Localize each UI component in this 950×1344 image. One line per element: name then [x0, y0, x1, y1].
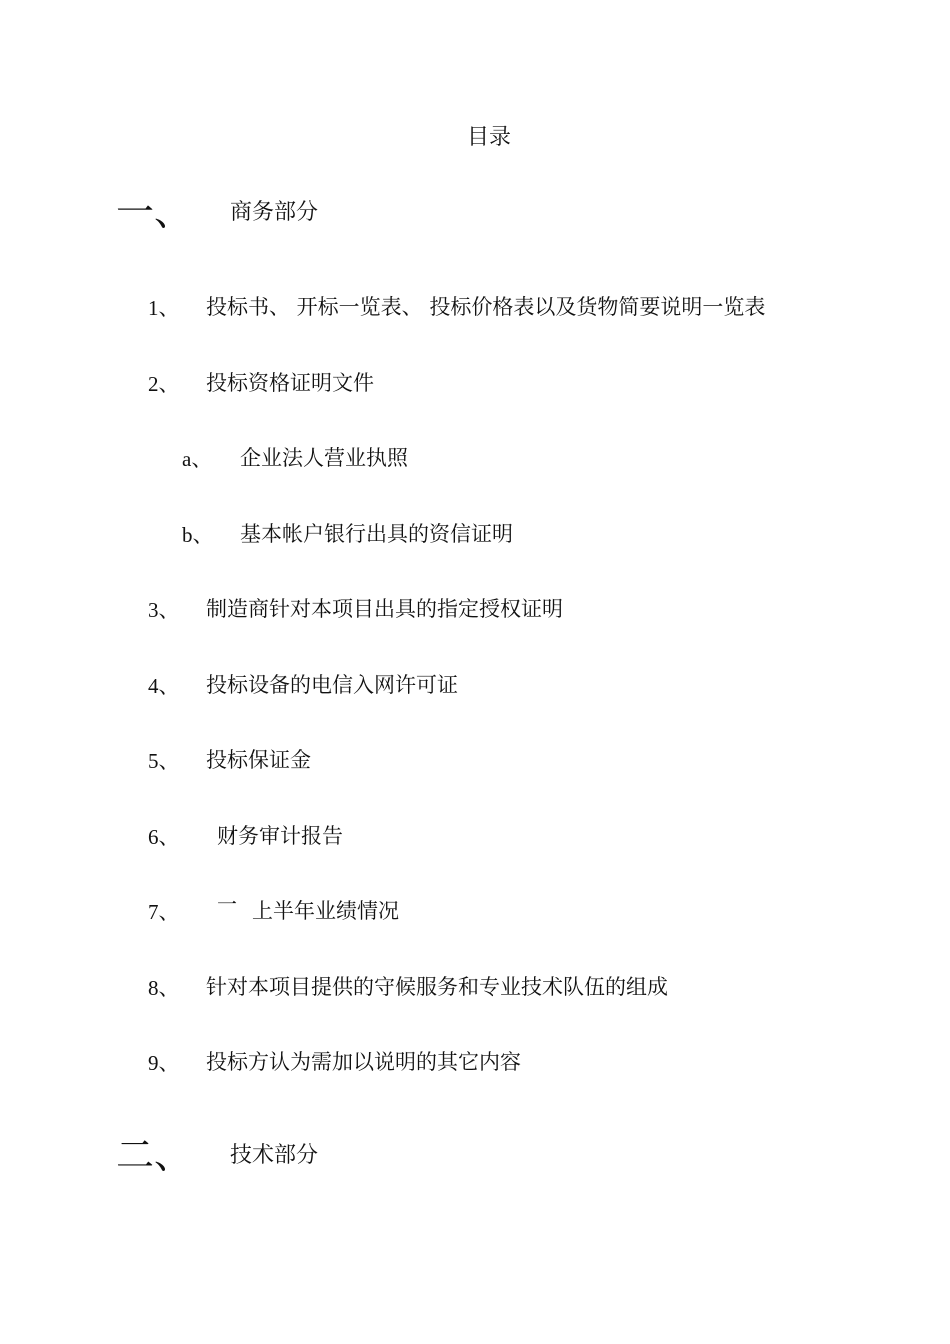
toc-item-number: b、 [182, 523, 214, 547]
toc-item-number: 4、 [148, 674, 180, 698]
toc-item-number: 6、 [148, 825, 180, 849]
toc-item-label: 投标设备的电信入网许可证 [206, 673, 458, 697]
toc-item-number: 7、 [148, 900, 180, 924]
toc-item-prefix: 一 [217, 892, 237, 916]
toc-item-label: 财务审计报告 [217, 824, 343, 848]
section-label: 商务部分 [230, 200, 319, 225]
toc-item-number: 2、 [148, 372, 180, 396]
toc-item-label: 企业法人营业执照 [240, 446, 408, 470]
toc-item-label: 投标保证金 [206, 748, 311, 772]
toc-item-number: 5、 [148, 749, 180, 773]
toc-item-label: 投标资格证明文件 [206, 371, 374, 395]
toc-item-number: 1、 [148, 296, 180, 320]
section-number: 一、 [116, 190, 193, 234]
toc-item-number: 3、 [148, 598, 180, 622]
toc-item-label: 基本帐户银行出具的资信证明 [240, 522, 513, 546]
toc-item-number: 9、 [148, 1051, 180, 1075]
section-number: 二、 [116, 1133, 193, 1177]
toc-item-label: 上半年业绩情况 [252, 899, 399, 923]
toc-item-label: 制造商针对本项目出具的指定授权证明 [206, 597, 563, 621]
toc-item-label: 针对本项目提供的守候服务和专业技术队伍的组成 [206, 975, 668, 999]
section-label: 技术部分 [230, 1143, 319, 1168]
toc-item-label: 投标方认为需加以说明的其它内容 [206, 1050, 521, 1074]
document-title: 目录 [466, 125, 511, 150]
toc-item-number: a、 [182, 447, 213, 471]
toc-item-label: 投标书、 开标一览表、 投标价格表以及货物简要说明一览表 [206, 295, 766, 319]
toc-item-number: 8、 [148, 976, 180, 1000]
